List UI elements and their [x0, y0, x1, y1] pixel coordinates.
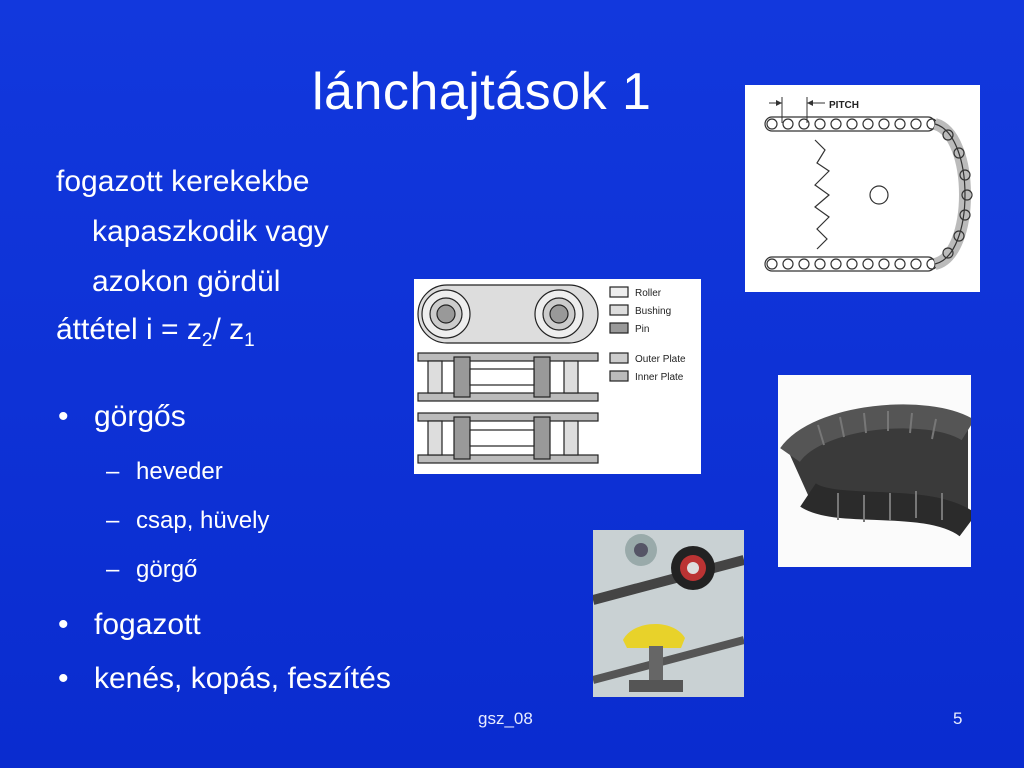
ratio-mid: / z — [212, 313, 245, 346]
dash-symbol: – — [106, 458, 120, 485]
dash-symbol: – — [106, 556, 120, 583]
bullet-kenes: kenés, kopás, feszítés — [94, 662, 391, 695]
ratio-subscript-2: 2 — [201, 330, 213, 351]
legend-inner-plate: Inner Plate — [635, 372, 684, 383]
page-number: 5 — [953, 709, 963, 728]
footer-label: gsz_08 — [478, 709, 533, 728]
bullet-gorgos: görgős — [94, 400, 186, 433]
sub-item-heveder: heveder — [136, 458, 223, 485]
ratio-prefix: áttétel i = z — [56, 313, 202, 346]
intro-line-3: azokon gördül — [92, 265, 281, 298]
bullet-fogazott: fogazott — [94, 608, 201, 641]
bullet-dot: • — [58, 662, 69, 695]
legend-pin: Pin — [635, 324, 650, 335]
legend-outer-plate: Outer Plate — [635, 354, 686, 365]
pitch-label: PITCH — [829, 100, 859, 111]
slide-title: lánchajtások 1 — [312, 63, 652, 121]
roller-chain-parts-diagram — [414, 279, 701, 474]
sub-item-csap-huvely: csap, hüvely — [136, 507, 270, 534]
ratio-formula — [56, 310, 255, 361]
silent-chain-photo — [778, 375, 971, 567]
chain-tensioner-photo — [593, 530, 744, 697]
bullet-dot: • — [58, 400, 69, 433]
intro-line-1: fogazott kerekekbe — [56, 165, 310, 198]
chain-pitch-diagram — [745, 85, 980, 292]
bullet-dot: • — [58, 608, 69, 641]
sub-item-gorgo: görgő — [136, 556, 198, 583]
dash-symbol: – — [106, 507, 120, 534]
legend-bushing: Bushing — [635, 306, 672, 317]
legend-roller: Roller — [635, 288, 662, 299]
ratio-subscript-1: 1 — [244, 330, 255, 351]
intro-line-2: kapaszkodik vagy — [92, 215, 329, 248]
